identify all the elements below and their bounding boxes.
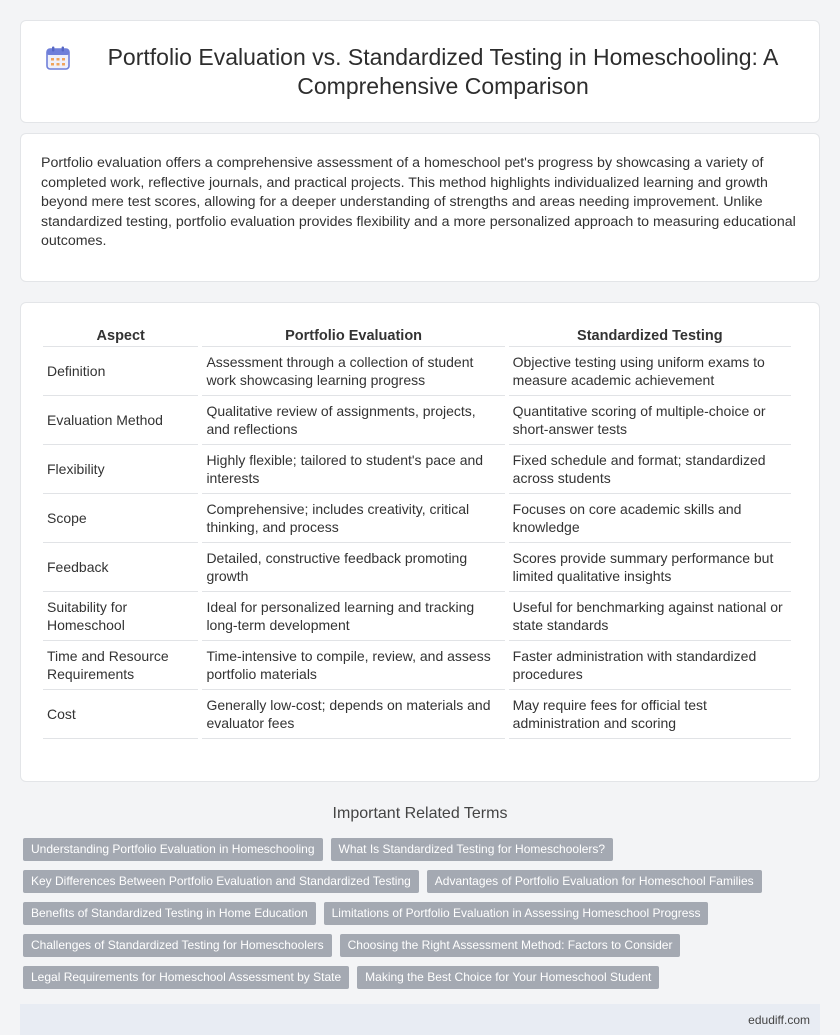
related-tag[interactable]: Understanding Portfolio Evaluation in Homeschooling	[23, 838, 323, 861]
cell-standardized: Fixed schedule and format; standardized across students	[509, 445, 791, 494]
table-row	[43, 592, 791, 641]
page-title: Portfolio Evaluation vs. Standardized Testing in Homeschooling: A Comprehensive Comparison	[107, 43, 779, 99]
table-row	[43, 641, 791, 690]
header-standardized: Standardized Testing	[509, 323, 791, 347]
cell-portfolio: Comprehensive; includes creativity, critical thinking, and process	[202, 494, 504, 543]
table-row	[43, 396, 791, 445]
title-card	[20, 20, 820, 123]
related-terms-heading: Important Related Terms	[332, 805, 508, 822]
cell-aspect: Definition	[43, 347, 198, 396]
table-row	[43, 445, 791, 494]
cell-portfolio: Qualitative review of assignments, projects, and reflections	[202, 396, 504, 445]
intro-paragraph: Portfolio evaluation offers a comprehensive assessment of a homeschool pet's progress by showcasing a variety of completed work, reflective journals, and practical projects. This method highlights individualized learning and growth beyond mere test scores, allowing for a deeper understanding of strengths and areas needing improvement. Unlike standardized testing, portfolio evaluation provides flexibility and a more personalized approach to measuring educational outcomes.	[20, 133, 820, 282]
cell-aspect: Feedback	[43, 543, 198, 592]
cell-portfolio: Ideal for personalized learning and tracking long-term development	[202, 592, 504, 641]
cell-standardized: Faster administration with standardized procedures	[509, 641, 791, 690]
header-aspect: Aspect	[43, 323, 198, 347]
table-row	[43, 347, 791, 396]
table-row	[43, 494, 791, 543]
calendar-icon	[45, 45, 71, 71]
cell-aspect: Scope	[43, 494, 198, 543]
related-tag[interactable]: What Is Standardized Testing for Homeschoolers?	[331, 838, 614, 861]
related-tag[interactable]: Making the Best Choice for Your Homeschool Student	[357, 966, 659, 989]
cell-standardized: Quantitative scoring of multiple-choice or short-answer tests	[509, 396, 791, 445]
related-tag[interactable]: Choosing the Right Assessment Method: Factors to Consider	[340, 934, 681, 957]
cell-standardized: Useful for benchmarking against national or state standards	[509, 592, 791, 641]
cell-portfolio: Generally low-cost; depends on materials and evaluator fees	[202, 690, 504, 739]
footer	[20, 1004, 820, 1035]
related-tag[interactable]: Legal Requirements for Homeschool Assessment by State	[23, 966, 349, 989]
related-tag[interactable]: Advantages of Portfolio Evaluation for Homeschool Families	[427, 870, 762, 893]
cell-standardized: Objective testing using uniform exams to measure academic achievement	[509, 347, 791, 396]
related-tag[interactable]: Challenges of Standardized Testing for Homeschoolers	[23, 934, 332, 957]
table-row	[43, 690, 791, 739]
footer-site-link[interactable]: edudiff.com	[748, 1013, 810, 1027]
cell-portfolio: Detailed, constructive feedback promoting growth	[202, 543, 504, 592]
cell-aspect: Flexibility	[43, 445, 198, 494]
related-tag[interactable]: Benefits of Standardized Testing in Home Education	[23, 902, 316, 925]
cell-aspect: Cost	[43, 690, 198, 739]
cell-aspect: Time and Resource Requirements	[43, 641, 198, 690]
table-row	[43, 543, 791, 592]
cell-portfolio: Assessment through a collection of student work showcasing learning progress	[202, 347, 504, 396]
cell-aspect: Suitability for Homeschool	[43, 592, 198, 641]
cell-portfolio: Highly flexible; tailored to student's pace and interests	[202, 445, 504, 494]
cell-aspect: Evaluation Method	[43, 396, 198, 445]
related-tag[interactable]: Key Differences Between Portfolio Evaluation and Standardized Testing	[23, 870, 419, 893]
related-tags	[23, 838, 820, 998]
cell-portfolio: Time-intensive to compile, review, and assess portfolio materials	[202, 641, 504, 690]
cell-standardized: May require fees for official test administration and scoring	[509, 690, 791, 739]
cell-standardized: Focuses on core academic skills and knowledge	[509, 494, 791, 543]
related-tag[interactable]: Limitations of Portfolio Evaluation in Assessing Homeschool Progress	[324, 902, 709, 925]
table-header-row	[43, 323, 791, 347]
comparison-table	[39, 323, 795, 739]
comparison-table-card	[20, 302, 820, 782]
cell-standardized: Scores provide summary performance but limited qualitative insights	[509, 543, 791, 592]
header-portfolio: Portfolio Evaluation	[202, 323, 504, 347]
